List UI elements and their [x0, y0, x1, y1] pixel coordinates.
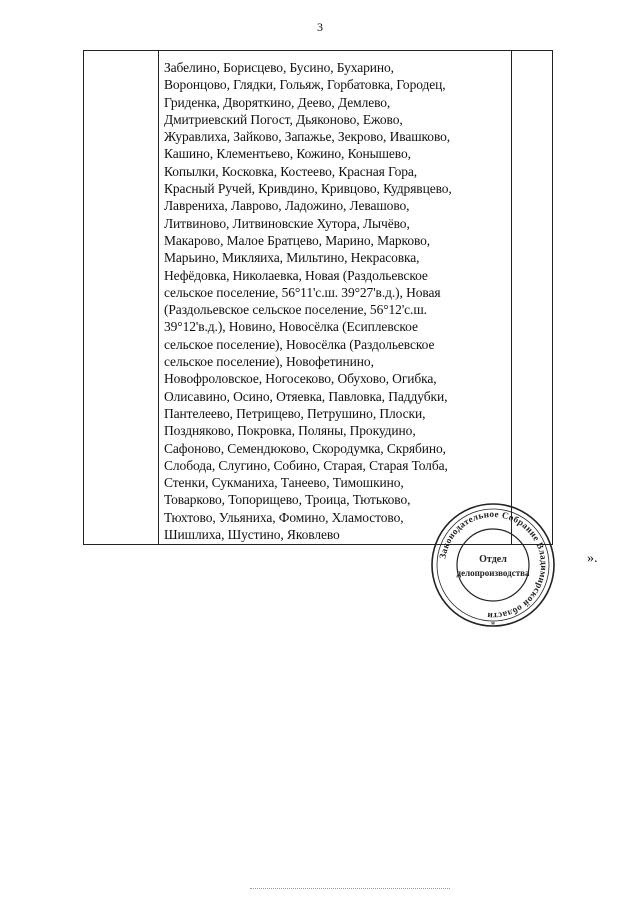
stamp-center-line2: делопроизводства [456, 568, 530, 578]
settlements-line: Новофроловское, Ногосеково, Обухово, Огибка, [164, 371, 437, 387]
settlements-line: Копылки, Косковка, Костеево, Красная Гора, [164, 163, 418, 179]
settlements-line: Воронцово, Глядки, Гольяж, Горбатовка, Городец, [164, 77, 446, 93]
settlements-line: Тюхтово, Ульяниха, Фомино, Хламостово, [164, 509, 404, 525]
stamp-graphic [428, 500, 558, 630]
settlements-line: Марьино, Микляиха, Мильтино, Некрасовка, [164, 250, 420, 266]
settlements-line: Лаврениха, Лаврово, Ладожино, Левашово, [164, 198, 410, 214]
closing-quote-mark: ». [587, 551, 598, 566]
settlements-table [83, 50, 553, 545]
stamp-inner-ring [457, 529, 529, 601]
settlements-line: Слобода, Слугино, Собино, Старая, Старая Толба, [164, 457, 448, 473]
settlements-line: Кашино, Клементьево, Кожино, Конышево, [164, 146, 411, 162]
settlements-line: Нефёдовка, Николаевка, Новая (Раздольевское [164, 267, 428, 283]
settlements-line: 39°12'в.д.), Новино, Новосёлка (Есиплевское [164, 319, 418, 335]
stamp-ring-text: Законодательное Собрание Владимирской области [437, 508, 550, 622]
settlements-line: Товарково, Топорищево, Троица, Тютьково, [164, 492, 411, 508]
settlements-line: Забелино, Борисцево, Бусино, Бухарино, [164, 60, 394, 75]
settlements-line: Красный Ручей, Кривдино, Кривцово, Кудрявцево, [164, 181, 452, 197]
stamp-star: * [490, 620, 496, 630]
page-number: 3 [317, 20, 323, 34]
table-column-divider-left [158, 51, 159, 544]
settlements-line: (Раздольевское сельское поселение, 56°12'с.ш. [164, 302, 427, 318]
settlements-line: Гриденка, Дворяткино, Деево, Демлево, [164, 94, 391, 110]
stamp-center-line1: Отдел [479, 554, 507, 565]
settlements-line: Поздняково, Покровка, Поляны, Прокудино, [164, 423, 416, 439]
settlements-line: Сафоново, Семендюково, Скородумка, Скрябино, [164, 440, 446, 456]
settlements-line: сельское поселение, 56°11'с.ш. 39°27'в.д.), Новая [164, 284, 441, 300]
settlements-line: Дмитриевский Погост, Дьяконово, Ежово, [164, 111, 403, 127]
stamp-outer-ring [432, 504, 554, 626]
settlements-line: Стенки, Сукманиха, Танеево, Тимошкино, [164, 475, 404, 491]
office-stamp [428, 500, 558, 630]
settlements-line: Олисавино, Осино, Отяевка, Павловка, Паддубки, [164, 388, 448, 404]
settlements-line: Макарово, Малое Братцево, Марино, Марково, [164, 232, 431, 248]
settlements-line: сельское поселение), Новосёлка (Раздольевское [164, 336, 435, 352]
settlements-line: Шишлиха, Шустино, Яковлево [164, 527, 340, 543]
settlements-line: Журавлиха, Зайково, Запажье, Зекрово, Ивашково, [164, 129, 451, 145]
settlements-line: Пантелеево, Петрищево, Петрушино, Плоски, [164, 405, 426, 421]
settlements-line: Литвиново, Литвиновские Хутора, Лычёво, [164, 215, 410, 231]
scan-artifact-dots [250, 888, 450, 889]
settlements-list-cell [164, 59, 514, 543]
settlements-line: сельское поселение), Новофетинино, [164, 354, 374, 370]
